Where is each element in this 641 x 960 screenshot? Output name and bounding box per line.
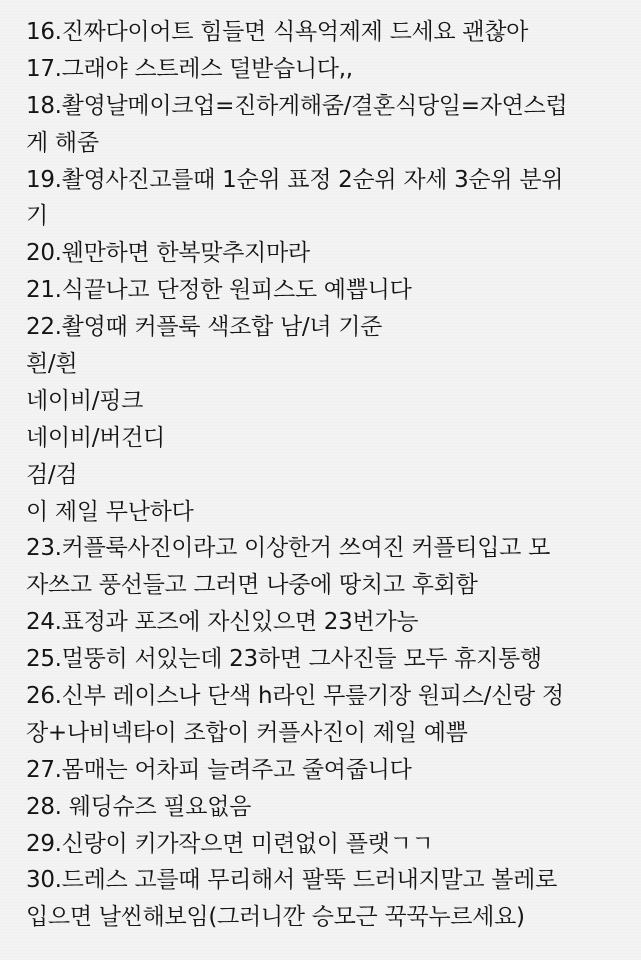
note-line-4: 게 해줌: [26, 129, 99, 156]
note-line-21: 27.몸매는 어차피 늘려주고 줄여줍니다: [26, 756, 412, 783]
note-line-25: 입으면 날씬해보임(그러니깐 승모근 꾹꾹누르세요): [26, 904, 525, 931]
note-line-22: 28. 웨딩슈즈 필요없음: [26, 793, 252, 820]
note-line-14: 이 제일 무난하다: [26, 498, 194, 525]
note-line-9: 22.촬영때 커플룩 색조합 남/녀 기준: [26, 314, 383, 341]
note-line-19: 26.신부 레이스나 단색 h라인 무릎기장 원피스/신랑 정: [26, 683, 564, 710]
note-line-18: 25.멀뚱히 서있는데 23하면 그사진들 모두 휴지통행: [26, 646, 542, 673]
note-line-8: 21.식끝나고 단정한 원피스도 예쁩니다: [26, 277, 412, 304]
note-line-20: 장+나비넥타이 조합이 커플사진이 제일 예쁨: [26, 719, 468, 746]
note-line-6: 기: [26, 203, 48, 230]
note-line-23: 29.신랑이 키가작으면 미련없이 플랫ㄱㄱ: [26, 830, 434, 857]
note-line-2: 17.그래야 스트레스 덜받습니다,,: [26, 55, 353, 82]
note-line-24: 30.드레스 고를때 무리해서 팔뚝 드러내지말고 볼레로: [26, 867, 558, 894]
note-line-7: 20.웬만하면 한복맞추지마라: [26, 240, 310, 267]
note-line-17: 24.표정과 포즈에 자신있으면 23번가능: [26, 609, 419, 636]
note-line-13: 검/검: [26, 461, 78, 488]
note-line-3: 18.촬영날메이크업=진하게해줌/결혼식당일=자연스럽: [26, 92, 568, 119]
note-line-15: 23.커플룩사진이라고 이상한거 쓰여진 커플티입고 모: [26, 535, 551, 562]
note-line-10: 흰/흰: [26, 351, 78, 378]
note-line-11: 네이비/핑크: [26, 387, 144, 414]
note-line-12: 네이비/버건디: [26, 424, 165, 451]
note-text: [26, 14, 627, 936]
note-line-5: 19.촬영사진고를때 1순위 표정 2순위 자세 3순위 분위: [26, 166, 564, 193]
note-line-1: 16.진짜다이어트 힘들면 식욕억제제 드세요 괜찮아: [26, 19, 529, 45]
note-line-16: 자쓰고 풍선들고 그러면 나중에 땅치고 후회함: [26, 572, 478, 599]
